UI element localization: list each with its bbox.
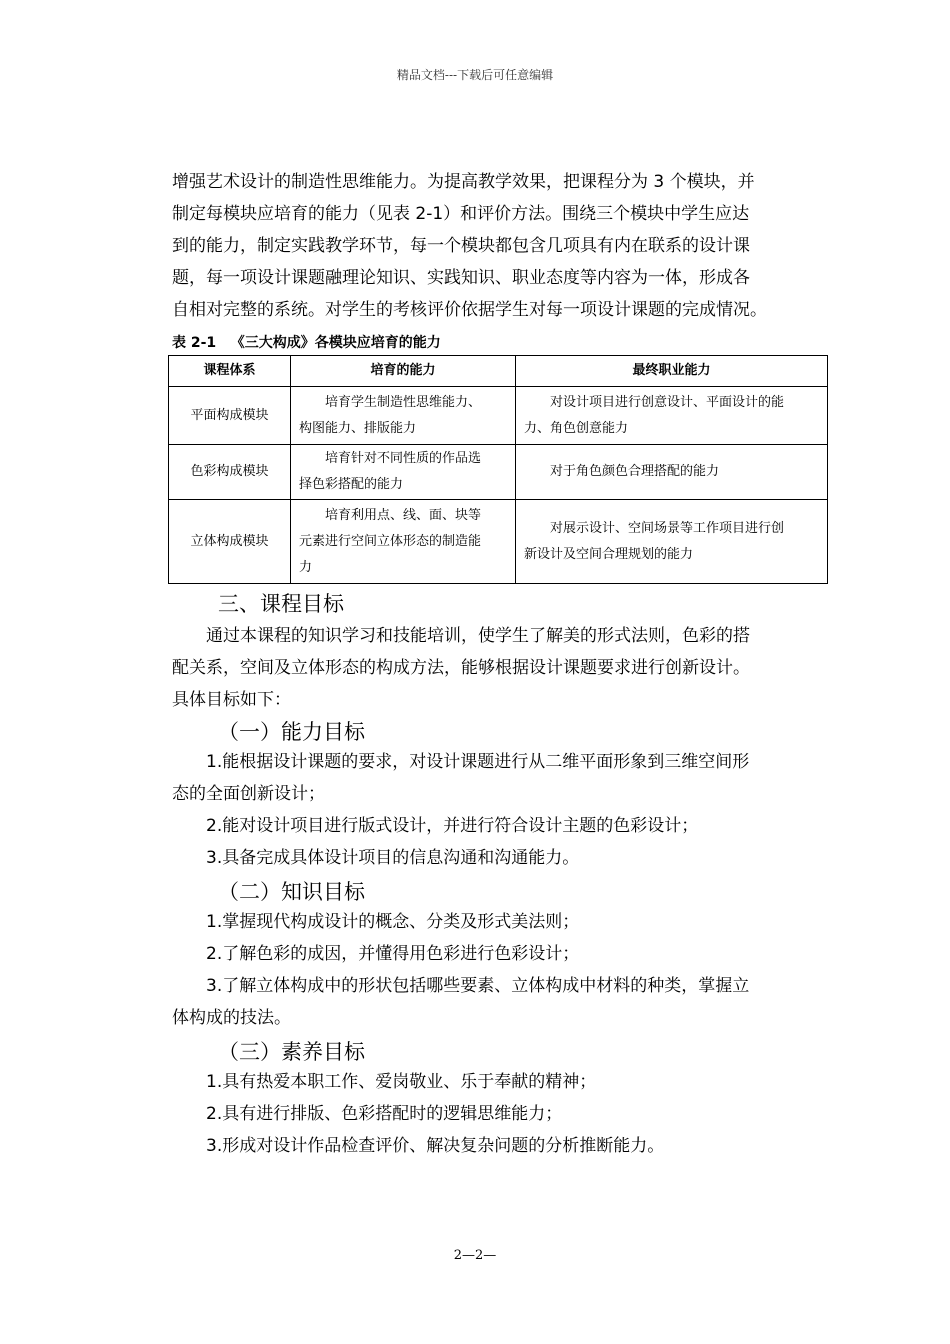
cell-line: 培育学生制造性思维能力、 (299, 394, 482, 410)
text-line: 通过本课程的知识学习和技能培训，使学生了解美的形式法则，色彩的搭 (172, 626, 750, 646)
subsection-title: （一）能力目标 (218, 720, 365, 744)
list-item: 3.形成对设计作品检查评价、解决复杂问题的分析推断能力。 (172, 1136, 665, 1156)
module-cell: 立体构成模块 (169, 500, 291, 584)
list-item-continuation: 体构成的技法。 (172, 1008, 291, 1028)
list-item: 3.了解立体构成中的形状包括哪些要素、立体构成中材料的种类，掌握立 (172, 976, 750, 996)
text-line: 具体目标如下： (172, 690, 291, 710)
cell-line: 力 (299, 559, 313, 575)
table-row (169, 445, 828, 500)
career-cell (516, 445, 828, 500)
ability-table (168, 355, 828, 584)
cell-line: 构图能力、排版能力 (299, 420, 417, 436)
text-line: 配关系，空间及立体形态的构成方法，能够根据设计课题要求进行创新设计。 (172, 658, 750, 678)
page-number: 2—2— (453, 1248, 497, 1263)
cell-line: 对展示设计、空间场景等工作项目进行创 (524, 520, 785, 536)
subsection-title: （三）素养目标 (218, 1040, 365, 1064)
cell-line: 新设计及空间合理规划的能力 (524, 546, 694, 562)
page-header: 精品文档---下载后可任意编辑 (396, 68, 554, 82)
text-line: 到的能力，制定实践教学环节，每一个模块都包含几项具有内在联系的设计课 (172, 236, 750, 256)
ability-cell (291, 500, 516, 584)
list-item: 2.能对设计项目进行版式设计，并进行符合设计主题的色彩设计； (172, 816, 699, 836)
ability-cell (291, 387, 516, 445)
list-item: 1.掌握现代构成设计的概念、分类及形式美法则； (172, 912, 580, 932)
table-row (169, 500, 828, 584)
knowledge-goals (172, 906, 832, 1034)
cell-line: 择色彩搭配的能力 (299, 477, 404, 492)
text-line: 自相对完整的系统。对学生的考核评价依据学生对每一项设计课题的完成情况。 (172, 300, 767, 320)
column-header: 最终职业能力 (516, 356, 828, 387)
list-item: 1.具有热爱本职工作、爱岗敬业、乐于奉献的精神； (172, 1072, 597, 1092)
list-item-continuation: 态的全面创新设计； (172, 784, 325, 804)
cell-line: 元素进行空间立体形态的制造能 (299, 533, 482, 549)
table-row (169, 387, 828, 445)
column-header: 课程体系 (169, 356, 291, 387)
subsection-title: （二）知识目标 (218, 880, 365, 904)
list-item: 3.具备完成具体设计项目的信息沟通和沟通能力。 (172, 848, 580, 868)
module-cell: 色彩构成模块 (169, 445, 291, 500)
table-header-row (169, 356, 828, 387)
module-cell: 平面构成模块 (169, 387, 291, 445)
cell-line: 培育针对不同性质的作品选 (299, 451, 482, 466)
cell-line: 对于角色颜色合理搭配的能力 (524, 464, 720, 479)
column-header: 培育的能力 (291, 356, 516, 387)
section-intro (172, 620, 832, 716)
table-caption: 表 2-1 《三大构成》各模块应培育的能力 (172, 335, 441, 351)
ability-cell (291, 445, 516, 500)
career-cell (516, 387, 828, 445)
section-title: 三、课程目标 (218, 592, 344, 616)
cell-line: 对设计项目进行创意设计、平面设计的能 (524, 394, 785, 410)
cell-line: 力、角色创意能力 (524, 420, 629, 436)
text-line: 题，每一项设计课题融理论知识、实践知识、职业态度等内容为一体，形成各 (172, 268, 750, 288)
ability-goals (172, 746, 832, 874)
list-item: 2.具有进行排版、色彩搭配时的逻辑思维能力； (172, 1104, 563, 1124)
text-line: 增强艺术设计的制造性思维能力。为提高教学效果，把课程分为 3 个模块，并 (172, 172, 755, 192)
list-item: 2.了解色彩的成因，并懂得用色彩进行色彩设计； (172, 944, 580, 964)
career-cell (516, 500, 828, 584)
text-line: 制定每模块应培育的能力（见表 2-1）和评价方法。围绕三个模块中学生应达 (172, 204, 750, 224)
cell-line: 培育利用点、线、面、块等 (299, 507, 482, 523)
intro-paragraph (172, 166, 832, 326)
list-item: 1.能根据设计课题的要求，对设计课题进行从二维平面形象到三维空间形 (172, 752, 750, 772)
quality-goals (172, 1066, 832, 1162)
